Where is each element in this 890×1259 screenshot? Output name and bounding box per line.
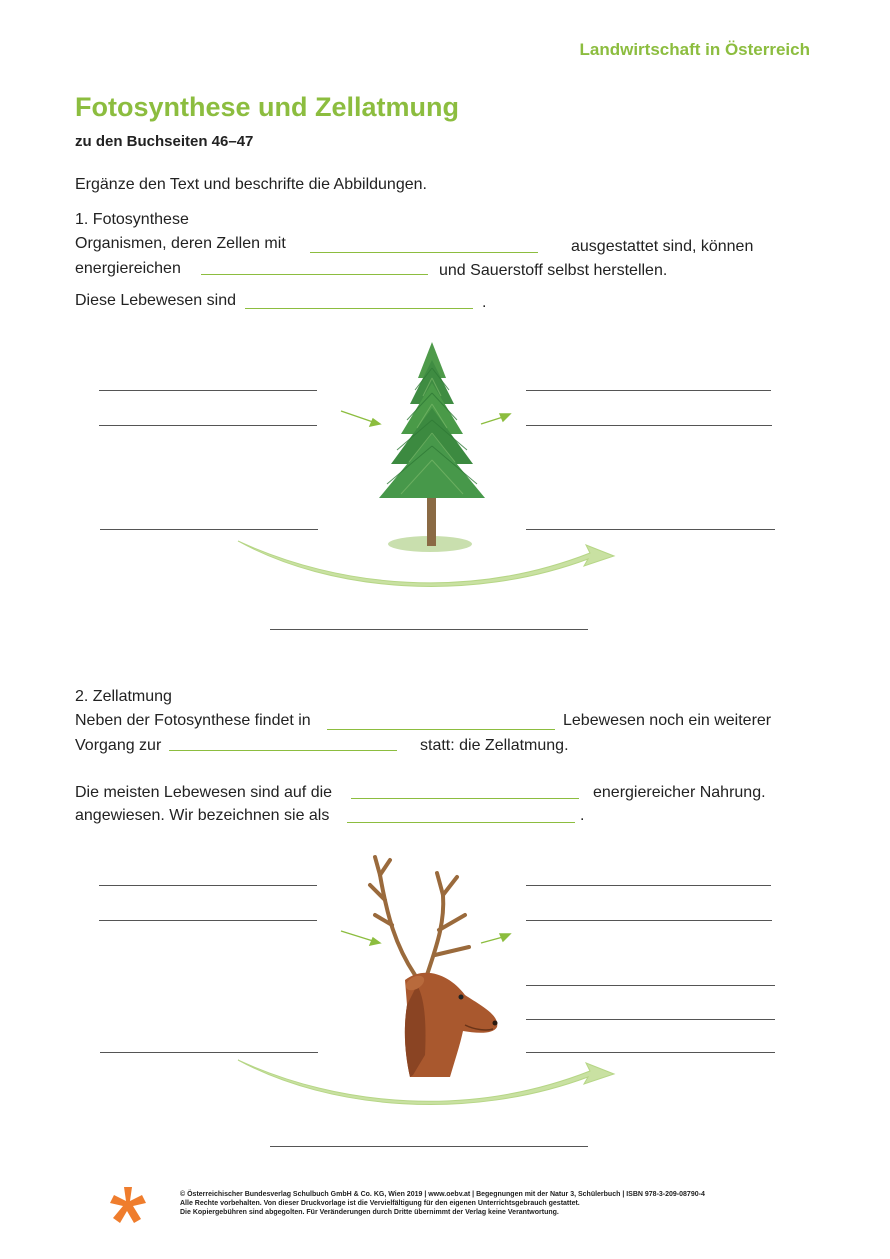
- section2-heading: 2. Zellatmung: [75, 688, 172, 705]
- red-deer-illustration: [365, 855, 505, 1080]
- section2-text-1b: Lebewesen noch ein weiterer: [563, 712, 772, 729]
- section2-text-3a: Die meisten Lebewesen sind auf die: [75, 784, 333, 801]
- asterisk-logo-icon: [108, 1185, 148, 1225]
- footer-copyright: [180, 1190, 705, 1217]
- section2-text-2a: Vorgang zur: [75, 737, 162, 754]
- section1-text-3b: .: [482, 294, 487, 311]
- footer-line-2: Alle Rechte vorbehalten. Von dieser Druckvorlage ist die Vervielfältigung für den eigenen Unterrichtsgebrauch gestattet.: [180, 1200, 580, 1207]
- footer-line-1: © Österreichischer Bundesverlag Schulbuch GmbH & Co. KG, Wien 2019 | www.oebv.at | Begegnungen mit der Natur 3, Schülerbuch | ISBN 978-3-209-08790-4: [180, 1191, 705, 1198]
- section2-text-4b: .: [580, 807, 585, 824]
- section1-text-2a: energiereichen: [75, 260, 181, 277]
- section1-heading: 1. Fotosynthese: [75, 211, 189, 228]
- footer-line-3: Die Kopiergebühren sind abgegolten. Für Veränderungen durch Dritte übernimmt der Verlag keine Verantwortung.: [180, 1209, 559, 1216]
- section2-text-3b: energiereicher Nahrung.: [593, 784, 766, 801]
- section1-text-1b: ausgestattet sind, können: [571, 238, 754, 255]
- instruction-text: Ergänze den Text und beschrifte die Abbildungen.: [75, 176, 427, 193]
- page-subtitle: zu den Buchseiten 46–47: [75, 133, 254, 150]
- section1-text-3a: Diese Lebewesen sind: [75, 292, 236, 309]
- section1-text-1a: Organismen, deren Zellen mit: [75, 235, 286, 252]
- section2-text-2b: statt: die Zellatmung.: [420, 737, 569, 754]
- series-title: Landwirtschaft in Österreich: [579, 40, 810, 59]
- section2-text-4a: angewiesen. Wir bezeichnen sie als: [75, 807, 330, 824]
- section1-text-2b: und Sauerstoff selbst herstellen.: [439, 262, 668, 279]
- page-title: Fotosynthese und Zellatmung: [75, 92, 460, 122]
- section2-text-1a: Neben der Fotosynthese findet in: [75, 712, 311, 729]
